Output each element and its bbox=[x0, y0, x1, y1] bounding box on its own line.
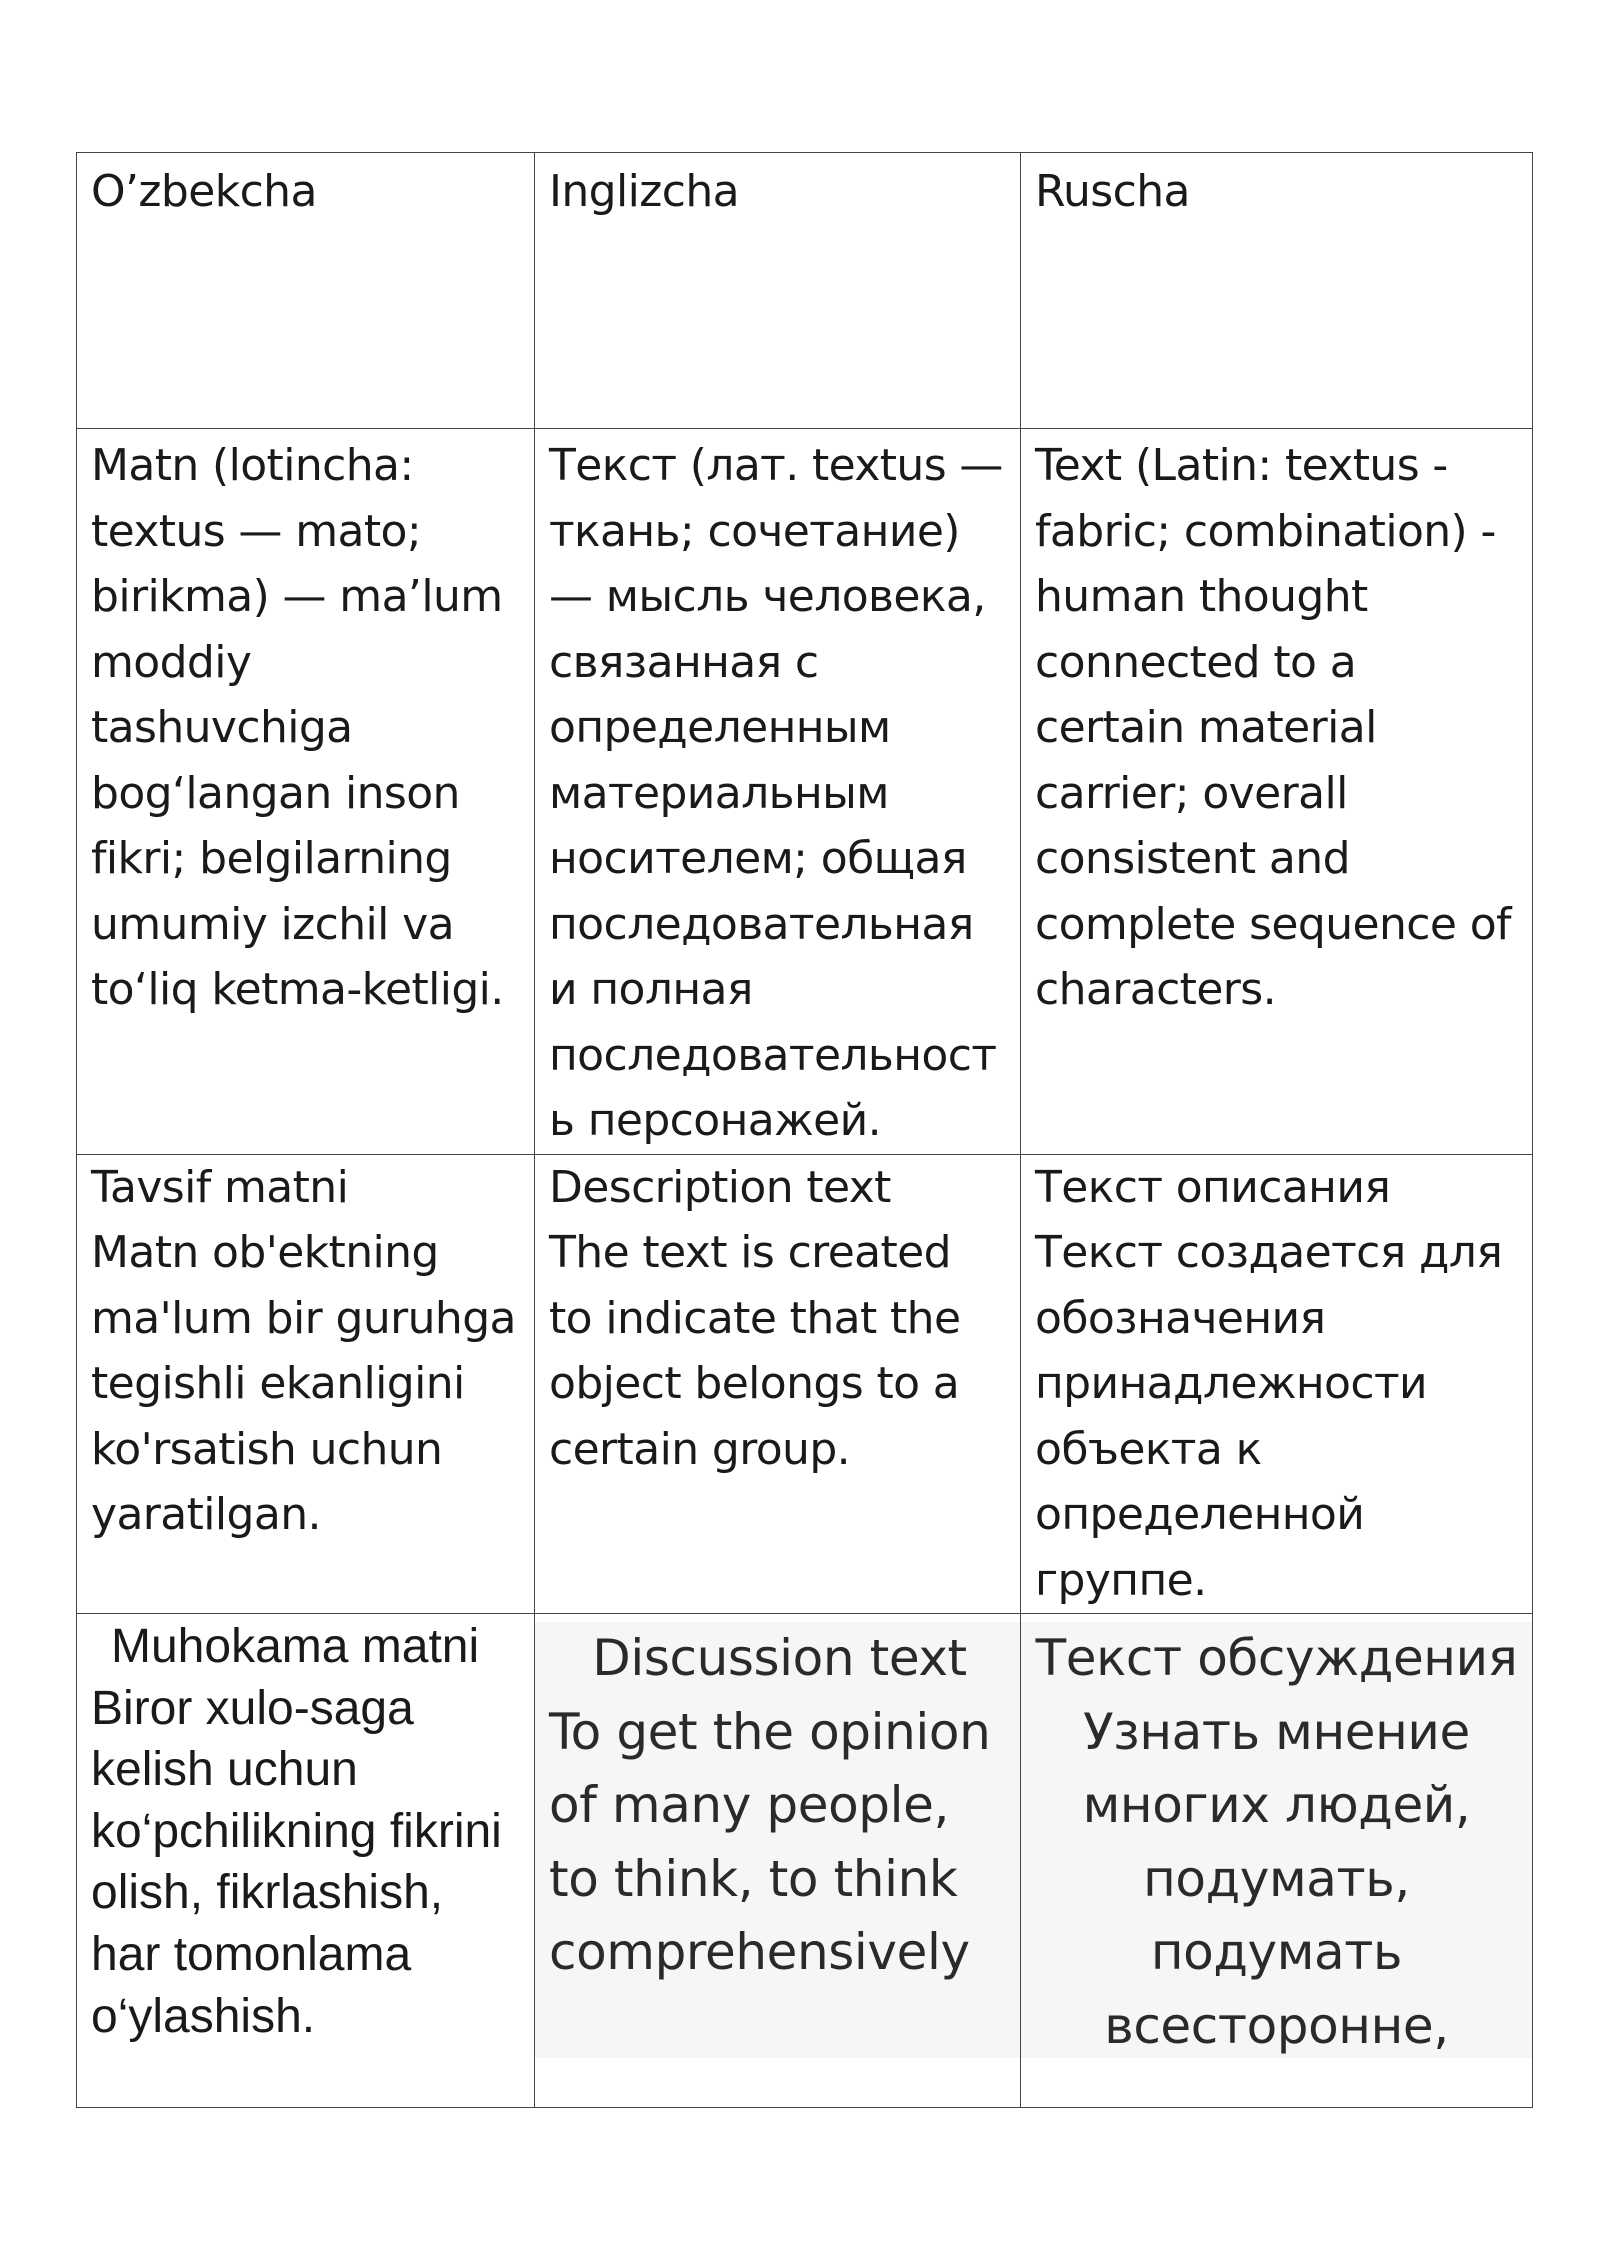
translation-table bbox=[76, 152, 1533, 2108]
cell-english-definition: Текст (лат. textus — ткань; сочетание) — мысль человека, связанная с определенным материальным носителем; общая последовательная и полная последовательность персонажей. bbox=[535, 429, 1021, 1155]
cell-body: The text is created to indicate that the object belongs to a certain group. bbox=[549, 1227, 974, 1475]
cell-russian-description bbox=[1021, 1154, 1533, 1614]
table-row bbox=[77, 1154, 1533, 1614]
cell-body: Текст создается для обозначения принадлежности объекта к определенной группе. bbox=[1035, 1227, 1516, 1606]
header-uzbek: O’zbekcha bbox=[77, 153, 535, 429]
cell-title: Muhokama matni bbox=[111, 1620, 480, 1673]
cell-body: Matn ob'ektning ma'lum bir guruhga tegishli ekanligini ko'rsatish uchun yaratilgan. bbox=[91, 1227, 530, 1540]
cell-english-description bbox=[535, 1154, 1021, 1614]
cell-title: Текст описания bbox=[1035, 1161, 1391, 1213]
cell-uzbek-discussion bbox=[77, 1614, 535, 2108]
cell-title: Discussion text bbox=[592, 1629, 967, 1687]
cell-uzbek-description bbox=[77, 1154, 535, 1614]
cell-russian-discussion bbox=[1021, 1614, 1533, 2108]
cell-body: Biror xulo-saga kelish uchun ko‘pchilikning fikrini olish, fikrlashish, har tomonlama o‘ylashish. bbox=[91, 1681, 516, 2043]
cell-title: Текст обсуждения bbox=[1035, 1629, 1518, 1687]
header-russian: Ruscha bbox=[1021, 153, 1533, 429]
shaded-text-block bbox=[535, 1622, 1020, 2058]
cell-body: To get the opinion of many people, to think, to think comprehensively bbox=[549, 1702, 1006, 1981]
cell-title: Description text bbox=[549, 1161, 891, 1213]
header-english: Inglizcha bbox=[535, 153, 1021, 429]
shaded-text-block bbox=[1021, 1622, 1532, 2058]
table-row bbox=[77, 429, 1533, 1155]
cell-english-discussion bbox=[535, 1614, 1021, 2108]
cell-title: Tavsif matni bbox=[91, 1161, 349, 1213]
table-row bbox=[77, 1614, 1533, 2108]
cell-body: Узнать мнение многих людей, подумать, подумать всесторонне, bbox=[1082, 1702, 1471, 2055]
cell-uzbek-definition: Matn (lotincha: textus — mato; birikma) — ma’lum moddiy tashuvchiga bog‘langan inson fikri; belgilarning umumiy izchil va to‘liq ketma-ketligi. bbox=[77, 429, 535, 1155]
cell-russian-definition: Text (Latin: textus - fabric; combination) - human thought connected to a certain material carrier; overall consistent and complete sequence of characters. bbox=[1021, 429, 1533, 1155]
table-header-row bbox=[77, 153, 1533, 429]
